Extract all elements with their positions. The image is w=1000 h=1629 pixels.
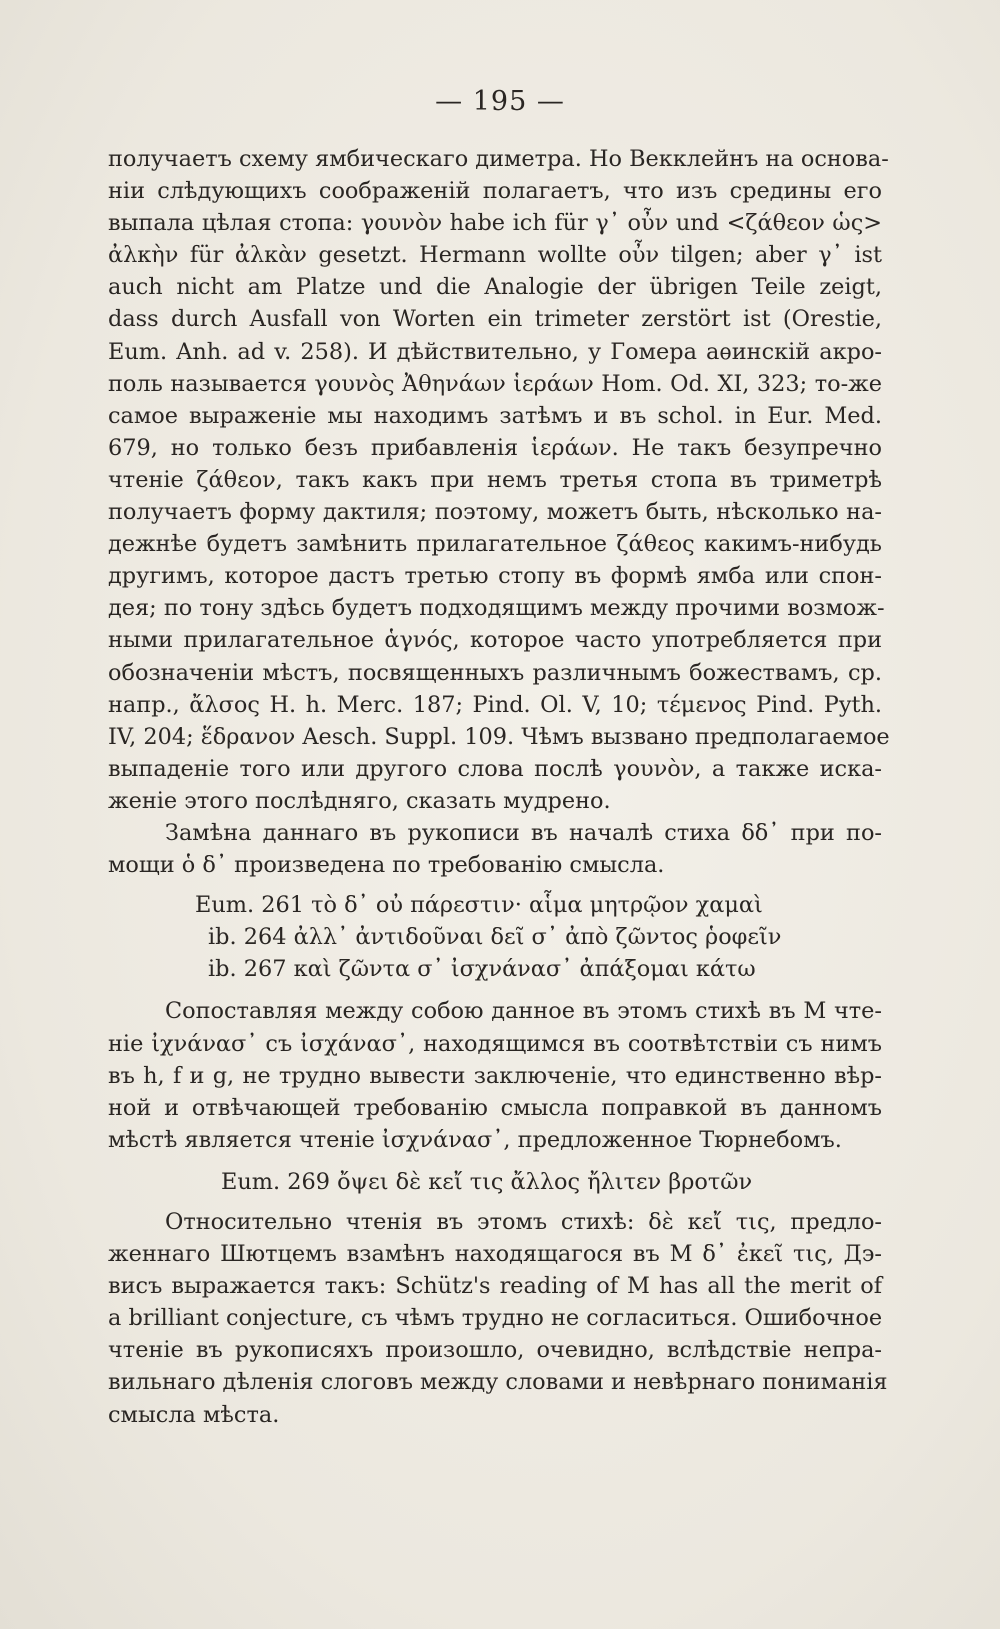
- text-line: нiе ἰχνάνασ᾽ съ ἰσχάνασ᾽, находящимся въ соотвѣтствiи съ нимъ: [108, 1030, 882, 1057]
- text-line: женiе этого послѣдняго, сказать мудрено.: [108, 787, 611, 814]
- paragraph-1: [108, 143, 890, 817]
- text-line: самое выраженiе мы находимъ затѣмъ и въ schol. in Eur. Med.: [108, 402, 882, 429]
- text-line: IV, 204; ἕδρανον Aesch. Suppl. 109. Чѣмъ вызвано предполагаемое: [108, 723, 890, 750]
- verse-quote: ib. 264 ἀλλ᾽ ἀντιδοῦναι δεῖ σ᾽ ἀπὸ ζῶντος ῥοφεῖν: [208, 924, 782, 951]
- text-line: женнаго Шютцемъ взамѣнъ находящагося въ M δ᾽ ἐκεῖ τις, Дэ-: [108, 1241, 882, 1268]
- text-line: висъ выражается такъ: Schütz's reading of M has all the merit of: [108, 1273, 882, 1300]
- text-line: получаетъ форму дактиля; поэтому, можетъ быть, нѣсколько на-: [108, 499, 882, 526]
- text-line: нiи слѣдующихъ соображенiй полагаетъ, что изъ средины его: [108, 178, 882, 205]
- text-line: обозначенiи мѣстъ, посвященныхъ различнымъ божествамъ, ср.: [108, 659, 882, 686]
- text-body: [108, 143, 890, 1431]
- text-line: напр., ἄλσος H. h. Merc. 187; Pind. Ol. V, 10; τέμενος Pind. Pyth.: [108, 691, 882, 718]
- text-line: dass durch Ausfall von Worten ein trimeter zerstört ist (Orestie,: [108, 306, 882, 333]
- text-line: дея; по тону здѣсь будетъ подходящимъ между прочими возмож-: [108, 595, 885, 622]
- verse-quote: ib. 267 καὶ ζῶντα σ᾽ ἰσχνάνασ᾽ ἀπάξομαι κάτω: [208, 956, 756, 983]
- verse-quote: Eum. 261 τὸ δ᾽ οὐ πάρεστιν· αἷμα μητρῷον χαμαὶ: [195, 892, 763, 919]
- text-line: ными прилагательное ἁγνός, которое часто употребляется при: [108, 627, 882, 654]
- text-line: Сопоставляя между собою данное въ этомъ стихѣ въ M чте-: [165, 998, 882, 1025]
- text-line: чтенiе ζάθεον, такъ какъ при немъ третья стопа въ триметрѣ: [108, 466, 882, 493]
- text-line: дежнѣе будетъ замѣнить прилагательное ζάθεος какимъ-нибудь: [108, 531, 882, 558]
- text-line: 679, но только безъ прибавленiя ἱεράων. Не такъ безупречно: [108, 434, 882, 461]
- text-line: ной и отвѣчающей требованiю смысла поправкой въ данномъ: [108, 1094, 882, 1121]
- paragraph-4: [108, 1206, 888, 1431]
- text-line: мѣстѣ является чтенiе ἰσχνάνασ᾽, предложенное Тюрнебомъ.: [108, 1126, 842, 1153]
- text-line: смысла мѣста.: [108, 1401, 280, 1428]
- text-line: Относительно чтенiя въ этомъ стихѣ: δὲ κεἴ τις, предло-: [165, 1209, 882, 1235]
- text-line: a brilliant conjecture, съ чѣмъ трудно не согласиться. Ошибочное: [108, 1305, 883, 1332]
- verse-quotes-1: [108, 889, 882, 985]
- verse-quote: Eum. 269 ὄψει δὲ κεἴ τις ἄλλος ἤλιτεν βροτῶν: [221, 1168, 753, 1195]
- text-line: другимъ, которое дастъ третью стопу въ формѣ ямба или спон-: [108, 563, 882, 590]
- page-number: — 195 —: [435, 86, 565, 117]
- text-line: въ h, f и g, не трудно вывести заключенiе, что единственно вѣр-: [108, 1062, 882, 1089]
- text-line: мощи ὁ δ᾽ произведена по требованiю смысла.: [108, 852, 665, 879]
- text-line: Eum. Anh. ad v. 258). И дѣйствительно, у Гомера аѳинскiй акро-: [108, 338, 882, 365]
- text-line: получаетъ схему ямбическаго диметра. Но Векклейнъ на основа-: [108, 146, 889, 172]
- text-line: auch nicht am Platze und die Analogie der übrigen Teile zeigt,: [108, 274, 882, 301]
- text-line: ἀλκὴν für ἀλκὰν gesetzt. Hermann wollte οὖν tilgen; aber γ᾽ ist: [108, 242, 882, 269]
- text-line: выпаденiе того или другого слова послѣ γουνὸν, а также иска-: [108, 755, 882, 782]
- text-line: Замѣна даннаго въ рукописи въ началѣ стиха δδ᾽ при по-: [165, 819, 882, 846]
- text-line: вильнаго дѣленiя слоговъ между словами и невѣрнаго пониманiя: [108, 1369, 888, 1396]
- text-line: поль называется γουνὸς Ἀθηνάων ἱεράων Hom. Od. XI, 323; то-же: [108, 370, 882, 397]
- text-line: чтенiе въ рукописяхъ произошло, очевидно, вслѣдствiе непра-: [108, 1337, 882, 1364]
- text-line: выпала цѣлая стопа: γουνὸν habe ich für γ᾽ οὖν und <ζάθεον ὡς>: [108, 210, 882, 237]
- paragraph-3: [108, 995, 882, 1155]
- paragraph-2: [108, 817, 882, 881]
